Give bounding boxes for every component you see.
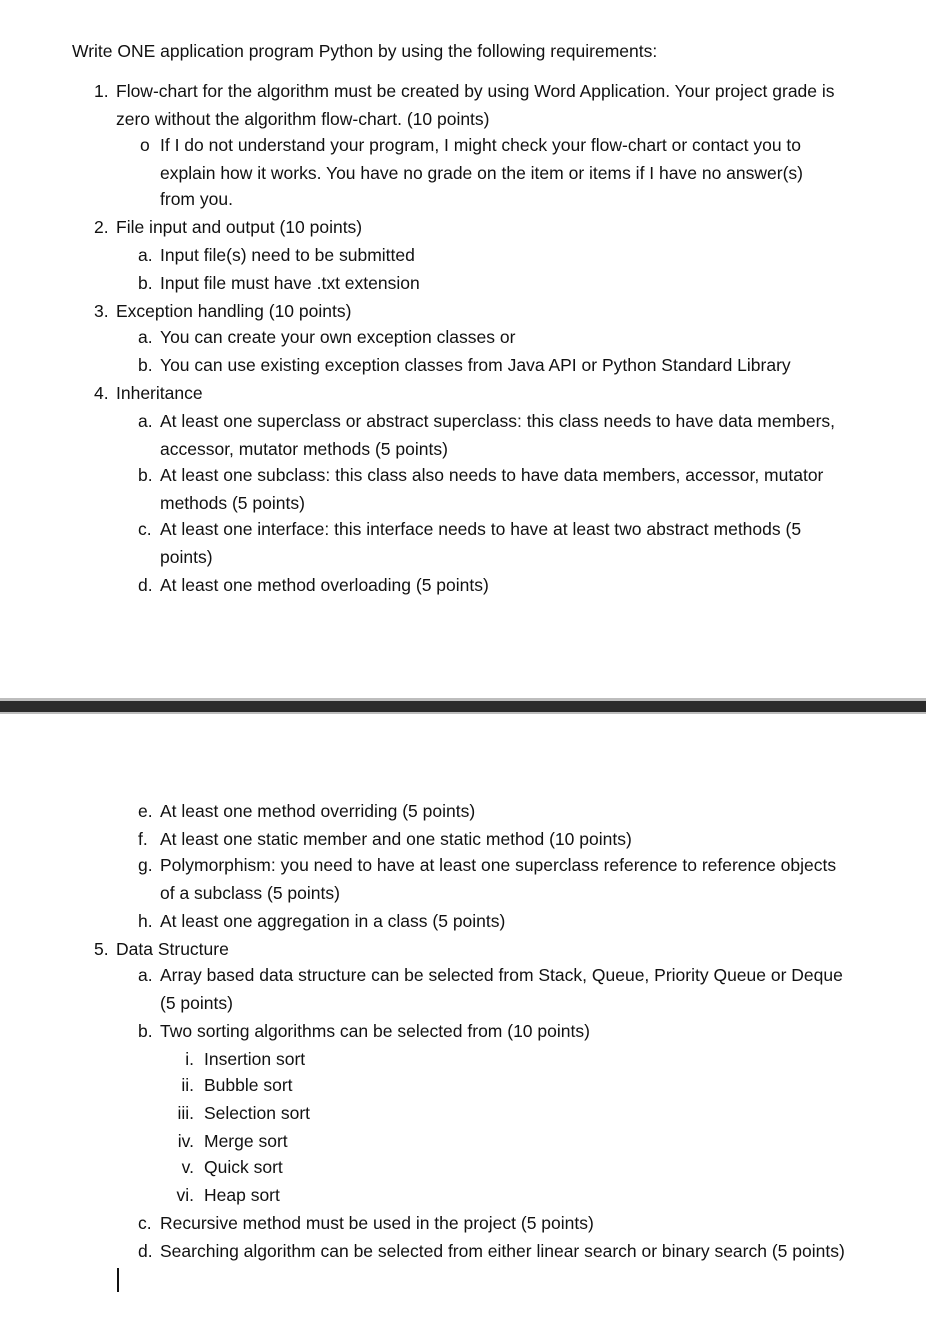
subitem-letter: a. [138, 327, 153, 347]
subitem-letter: c. [138, 1213, 152, 1233]
subitem-text: At least one subclass: this class also needs to have data members, accessor, mutator [160, 465, 824, 485]
subitem-text: of a subclass (5 points) [160, 883, 340, 903]
subitem-text: At least one method overloading (5 points) [160, 575, 489, 595]
roman-numeral: i. [185, 1049, 194, 1069]
subitem-letter: d. [138, 1241, 153, 1261]
roman-numeral: iii. [177, 1103, 194, 1123]
item-4-number: 4. [94, 383, 109, 403]
item-4-text: Inheritance [116, 383, 203, 403]
subitem-letter: a. [138, 965, 153, 985]
bullet-text: If I do not understand your program, I might check your flow-chart or contact you to [160, 135, 802, 155]
subitem-letter: b. [138, 465, 153, 485]
item-1-text: Flow-chart for the algorithm must be created by using Word Application. Your project grade is [116, 81, 835, 101]
subitem-text: Searching algorithm can be selected from either linear search or binary search (5 points) [160, 1241, 845, 1261]
item-2-text: File input and output (10 points) [116, 217, 363, 237]
subitem-text: Recursive method must be used in the project (5 points) [160, 1213, 594, 1233]
subitem-text: At least one method overriding (5 points) [160, 801, 476, 821]
roman-numeral: v. [181, 1157, 194, 1177]
subitem-text: You can use existing exception classes from Java API or Python Standard Library [160, 355, 791, 375]
intro-heading: Write ONE application program Python by using the following requirements: [72, 41, 658, 61]
subitem-letter: a. [138, 245, 153, 265]
item-5-text: Data Structure [116, 939, 229, 959]
subitem-letter: d. [138, 575, 153, 595]
item-5-number: 5. [94, 939, 109, 959]
subitem-text: Two sorting algorithms can be selected from (10 points) [160, 1021, 590, 1041]
bullet-text: from you. [160, 189, 233, 209]
subitem-text: At least one aggregation in a class (5 points) [160, 911, 506, 931]
page-break-divider [0, 698, 926, 714]
item-3-text: Exception handling (10 points) [116, 301, 352, 321]
subitem-text: At least one static member and one static method (10 points) [160, 829, 632, 849]
roman-numeral: iv. [177, 1131, 194, 1151]
item-1-number: 1. [94, 81, 109, 101]
roman-numeral: ii. [181, 1075, 194, 1095]
item-2-number: 2. [94, 217, 109, 237]
subitem-text: accessor, mutator methods (5 points) [160, 439, 448, 459]
subitem-text: points) [160, 547, 213, 567]
subitem-text: Input file(s) need to be submitted [160, 245, 415, 265]
subitem-text: (5 points) [160, 993, 233, 1013]
bullet-text: explain how it works. You have no grade on the item or items if I have no answer(s) [160, 163, 803, 183]
sort-option: Merge sort [204, 1131, 288, 1151]
subitem-text: methods (5 points) [160, 493, 305, 513]
subitem-letter: c. [138, 519, 152, 539]
item-1-text: zero without the algorithm flow-chart. (10 points) [116, 109, 490, 129]
subitem-letter: a. [138, 411, 153, 431]
sort-option: Insertion sort [204, 1049, 306, 1069]
item-3-number: 3. [94, 301, 109, 321]
sort-option: Heap sort [204, 1185, 280, 1205]
text-cursor[interactable] [117, 1268, 119, 1292]
subitem-text: Array based data structure can be selected from Stack, Queue, Priority Queue or Deque [160, 965, 843, 985]
subitem-letter: e. [138, 801, 153, 821]
subitem-letter: b. [138, 1021, 153, 1041]
subitem-text: At least one superclass or abstract superclass: this class needs to have data members, [160, 411, 836, 431]
subitem-letter: f. [138, 829, 148, 849]
bullet-circle: o [140, 135, 150, 155]
sort-option: Selection sort [204, 1103, 311, 1123]
subitem-letter: h. [138, 911, 153, 931]
subitem-text: Input file must have .txt extension [160, 273, 420, 293]
subitem-letter: b. [138, 355, 153, 375]
sort-option: Bubble sort [204, 1075, 293, 1095]
subitem-text: At least one interface: this interface needs to have at least two abstract methods (5 [160, 519, 802, 539]
sort-option: Quick sort [204, 1157, 283, 1177]
subitem-letter: b. [138, 273, 153, 293]
roman-numeral: vi. [176, 1185, 194, 1205]
subitem-text: Polymorphism: you need to have at least one superclass reference to reference objects [160, 855, 837, 875]
subitem-text: You can create your own exception classes or [160, 327, 516, 347]
subitem-letter: g. [138, 855, 153, 875]
